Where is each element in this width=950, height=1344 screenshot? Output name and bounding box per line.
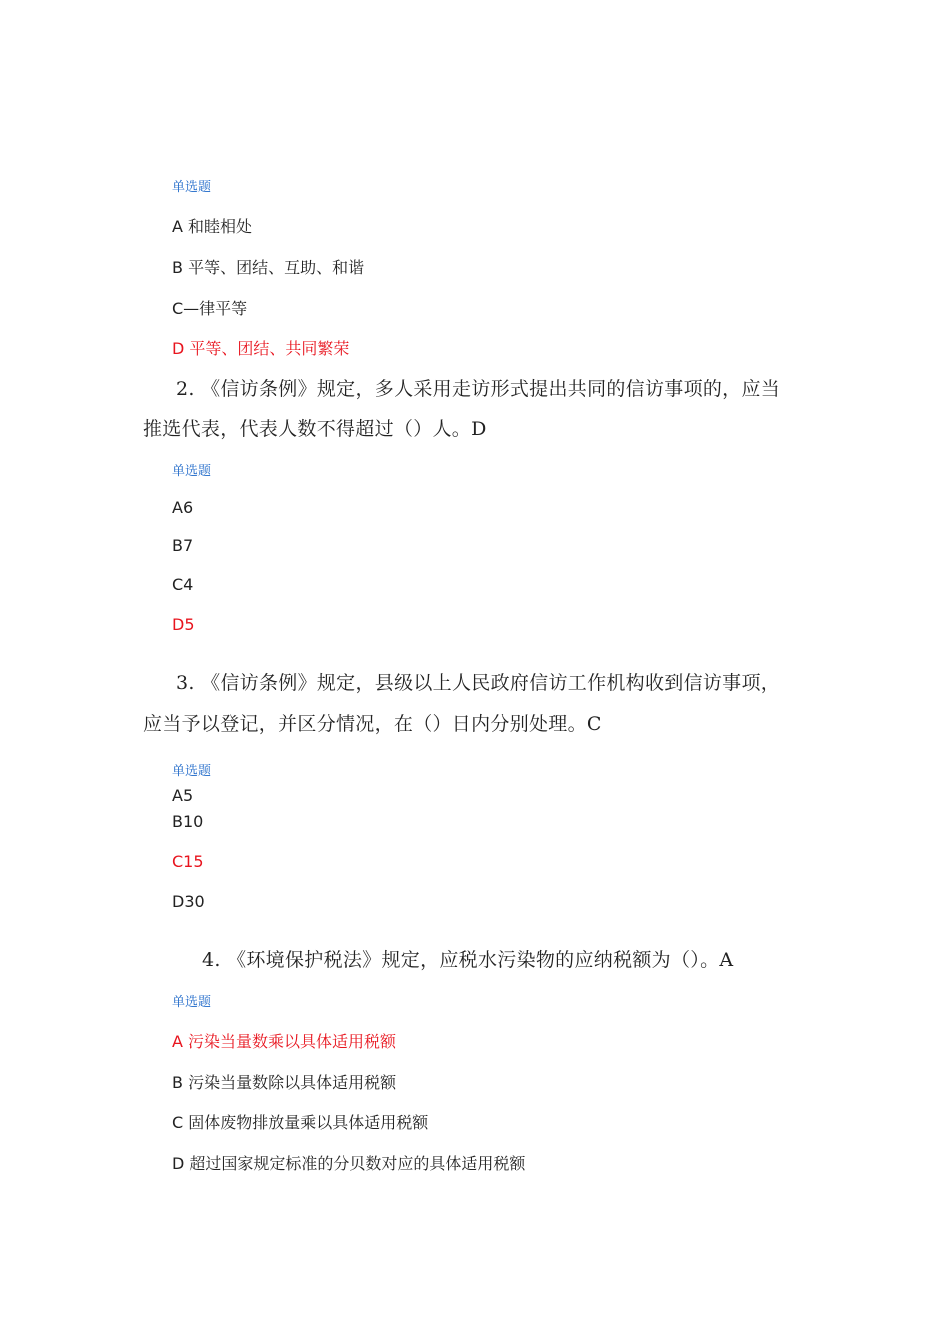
option-c: C—律平等 [172,299,248,318]
option-d: D30 [172,892,205,911]
option-c: C4 [172,575,194,594]
option-b: B10 [172,812,204,831]
question-3-text-line2: 应当予以登记，并区分情况，在（）日内分别处理。C [143,713,602,735]
option-d-correct: D 平等、团结、共同繁荣 [172,339,350,358]
option-d: D 超过国家规定标准的分贝数对应的具体适用税额 [172,1154,526,1173]
option-a: A 和睦相处 [172,217,253,236]
option-b: B 污染当量数除以具体适用税额 [172,1073,397,1092]
question-type-label: 单选题 [172,995,212,1010]
option-c: C 固体废物排放量乘以具体适用税额 [172,1113,429,1132]
option-c-correct: C15 [172,852,204,871]
question-4-text-line1: 4. 《环境保护税法》规定，应税水污染物的应纳税额为（）。A [202,949,734,971]
option-a-correct: A 污染当量数乘以具体适用税额 [172,1032,397,1051]
question-2-text-line1: 2. 《信访条例》规定，多人采用走访形式提出共同的信访事项的，应当 [176,378,781,400]
question-type-label: 单选题 [172,464,212,479]
question-3-text-line1: 3. 《信访条例》规定，县级以上人民政府信访工作机构收到信访事项， [176,672,781,694]
option-b: B7 [172,536,194,555]
option-a: A6 [172,498,194,517]
option-d-correct: D5 [172,615,195,634]
option-a: A5 [172,786,194,805]
question-type-label: 单选题 [172,180,212,195]
question-type-label: 单选题 [172,764,212,779]
question-2-text-line2: 推选代表，代表人数不得超过（）人。D [143,418,487,440]
option-b: B 平等、团结、互助、和谐 [172,258,365,277]
